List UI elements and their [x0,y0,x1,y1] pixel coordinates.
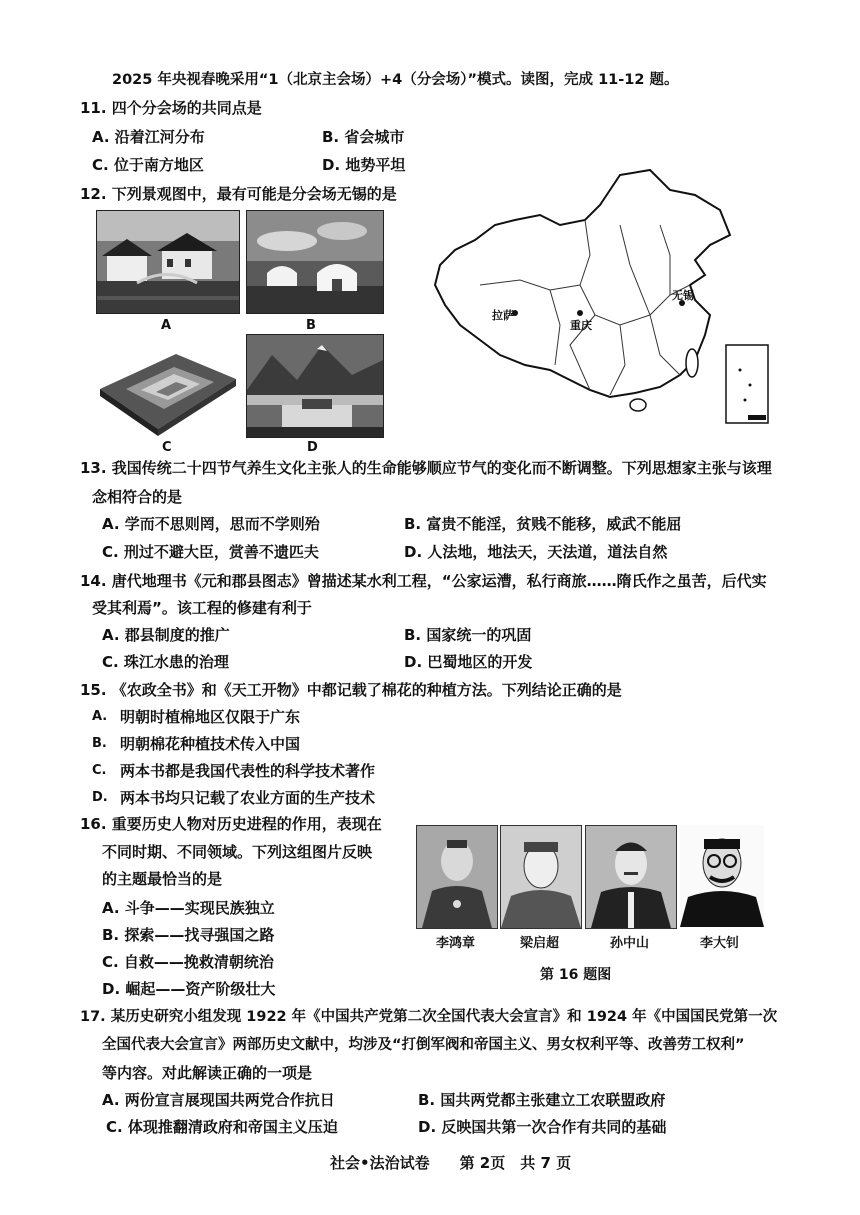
q17-stem-line3: 等内容。对此解读正确的一项是 [102,1064,313,1082]
portrait-liang-qichao [500,825,582,929]
q11-option-a: A. 沿着江河分布 [92,128,205,146]
q16-stem-line2: 不同时期、不同领域。下列这组图片反映 [102,843,373,861]
q14-option-d: D. 巴蜀地区的开发 [404,653,533,671]
map-city-lhasa: 拉萨 [492,309,514,322]
portrait-name-liang-qichao: 梁启超 [520,936,560,951]
q16-option-a: A. 斗争——实现民族独立 [102,899,275,917]
q17-option-c: C. 体现推翻清政府和帝国主义压迫 [106,1118,338,1136]
q16-stem-line1: 16. 重要历史人物对历史进程的作用，表现在 [80,815,382,833]
q16-option-c: C. 自救——挽救清朝统治 [102,953,274,971]
landscape-photo-b [246,210,384,314]
q14-option-a: A. 郡县制度的推广 [102,626,230,644]
q17-stem-line1: 17. 某历史研究小组发现 1922 年《中国共产党第二次全国代表大会宣言》和 1924 年《中国国民党第一次 [80,1009,778,1025]
q17-stem-line2: 全国代表大会宣言》两部历史文献中，均涉及“打倒军阀和帝国主义、男女权利平等、改善劳工权利” [102,1037,745,1053]
q16-option-b: B. 探索——找寻强国之路 [102,926,275,944]
q12-stem: 12. 下列景观图中，最有可能是分会场无锡的是 [80,185,397,203]
portrait-li-dazhao [680,825,764,927]
q15-option-c-letter: C. [92,763,107,778]
portrait-sun-zhongshan [585,825,677,929]
q13-option-b: B. 富贵不能淫，贫贱不能移，威武不能屈 [404,515,682,533]
photo-label-c: C [162,440,172,455]
figure-caption-q16: 第 16 题图 [540,967,612,983]
portrait-name-li-dazhao: 李大钊 [700,936,740,951]
q15-option-c: 两本书都是我国代表性的科学技术著作 [120,762,376,780]
q14-stem-line2: 受其利焉”。该工程的修建有利于 [92,599,312,617]
portrait-name-li-hongzhang: 李鸿章 [436,936,476,951]
q13-option-c: C. 刑过不避大臣，赏善不遗匹夫 [102,543,319,561]
q17-option-d: D. 反映国共第一次合作有共同的基础 [418,1118,667,1136]
q11-option-b: B. 省会城市 [322,128,405,146]
q14-option-b: B. 国家统一的巩固 [404,626,532,644]
map-city-wuxi: 无锡 [672,289,694,302]
q15-option-b-letter: B. [92,736,107,751]
photo-label-b: B [306,318,316,333]
map-city-chongqing: 重庆 [570,319,592,332]
q17-option-a: A. 两份宣言展现国共两党合作抗日 [102,1091,335,1109]
q15-option-d-letter: D. [92,790,108,805]
q15-option-b: 明朝棉花种植技术传入中国 [120,735,301,753]
landscape-photo-a [96,210,240,314]
page-footer: 社会•法治试卷 第 2页 共 7 页 [330,1154,572,1172]
landscape-photo-d [246,334,384,438]
landscape-photo-c [96,334,238,436]
q13-stem-line1: 13. 我国传统二十四节气养生文化主张人的生命能够顺应节气的变化而不断调整。下列思想家主张与该理 [80,459,772,477]
q13-stem-line2: 念相符合的是 [92,488,183,506]
q13-option-d: D. 人法地，地法天，天法道，道法自然 [404,543,668,561]
q11-option-c: C. 位于南方地区 [92,156,204,174]
q17-option-b: B. 国共两党都主张建立工农联盟政府 [418,1091,666,1109]
portrait-li-hongzhang [416,825,498,929]
q13-option-a: A. 学而不思则罔，思而不学则殆 [102,515,320,533]
q15-option-a: 明朝时植棉地区仅限于广东 [120,708,301,726]
q15-option-a-letter: A. [92,709,108,724]
q11-option-d: D. 地势平坦 [322,156,406,174]
photo-label-d: D [307,440,318,455]
q16-stem-line3: 的主题最恰当的是 [102,870,223,888]
portrait-name-sun-zhongshan: 孙中山 [610,936,650,951]
q16-option-d: D. 崛起——资产阶级壮大 [102,980,276,998]
q14-stem-line1: 14. 唐代地理书《元和郡县图志》曾描述某水利工程，“公家运漕，私行商旅……隋氏作之虽苦，后代实 [80,572,767,590]
q11-stem: 11. 四个分会场的共同点是 [80,99,262,117]
q14-option-c: C. 珠江水患的治理 [102,653,229,671]
intro-text: 2025 年央视春晚采用“1（北京主会场）+4（分会场）”模式。读图，完成 11-12 题。 [112,72,679,88]
q15-option-d: 两本书均只记载了农业方面的生产技术 [120,789,376,807]
q15-stem: 15. 《农政全书》和《天工开物》中都记载了棉花的种植方法。下列结论正确的是 [80,681,622,699]
photo-label-a: A [161,318,172,333]
china-map [420,165,780,435]
